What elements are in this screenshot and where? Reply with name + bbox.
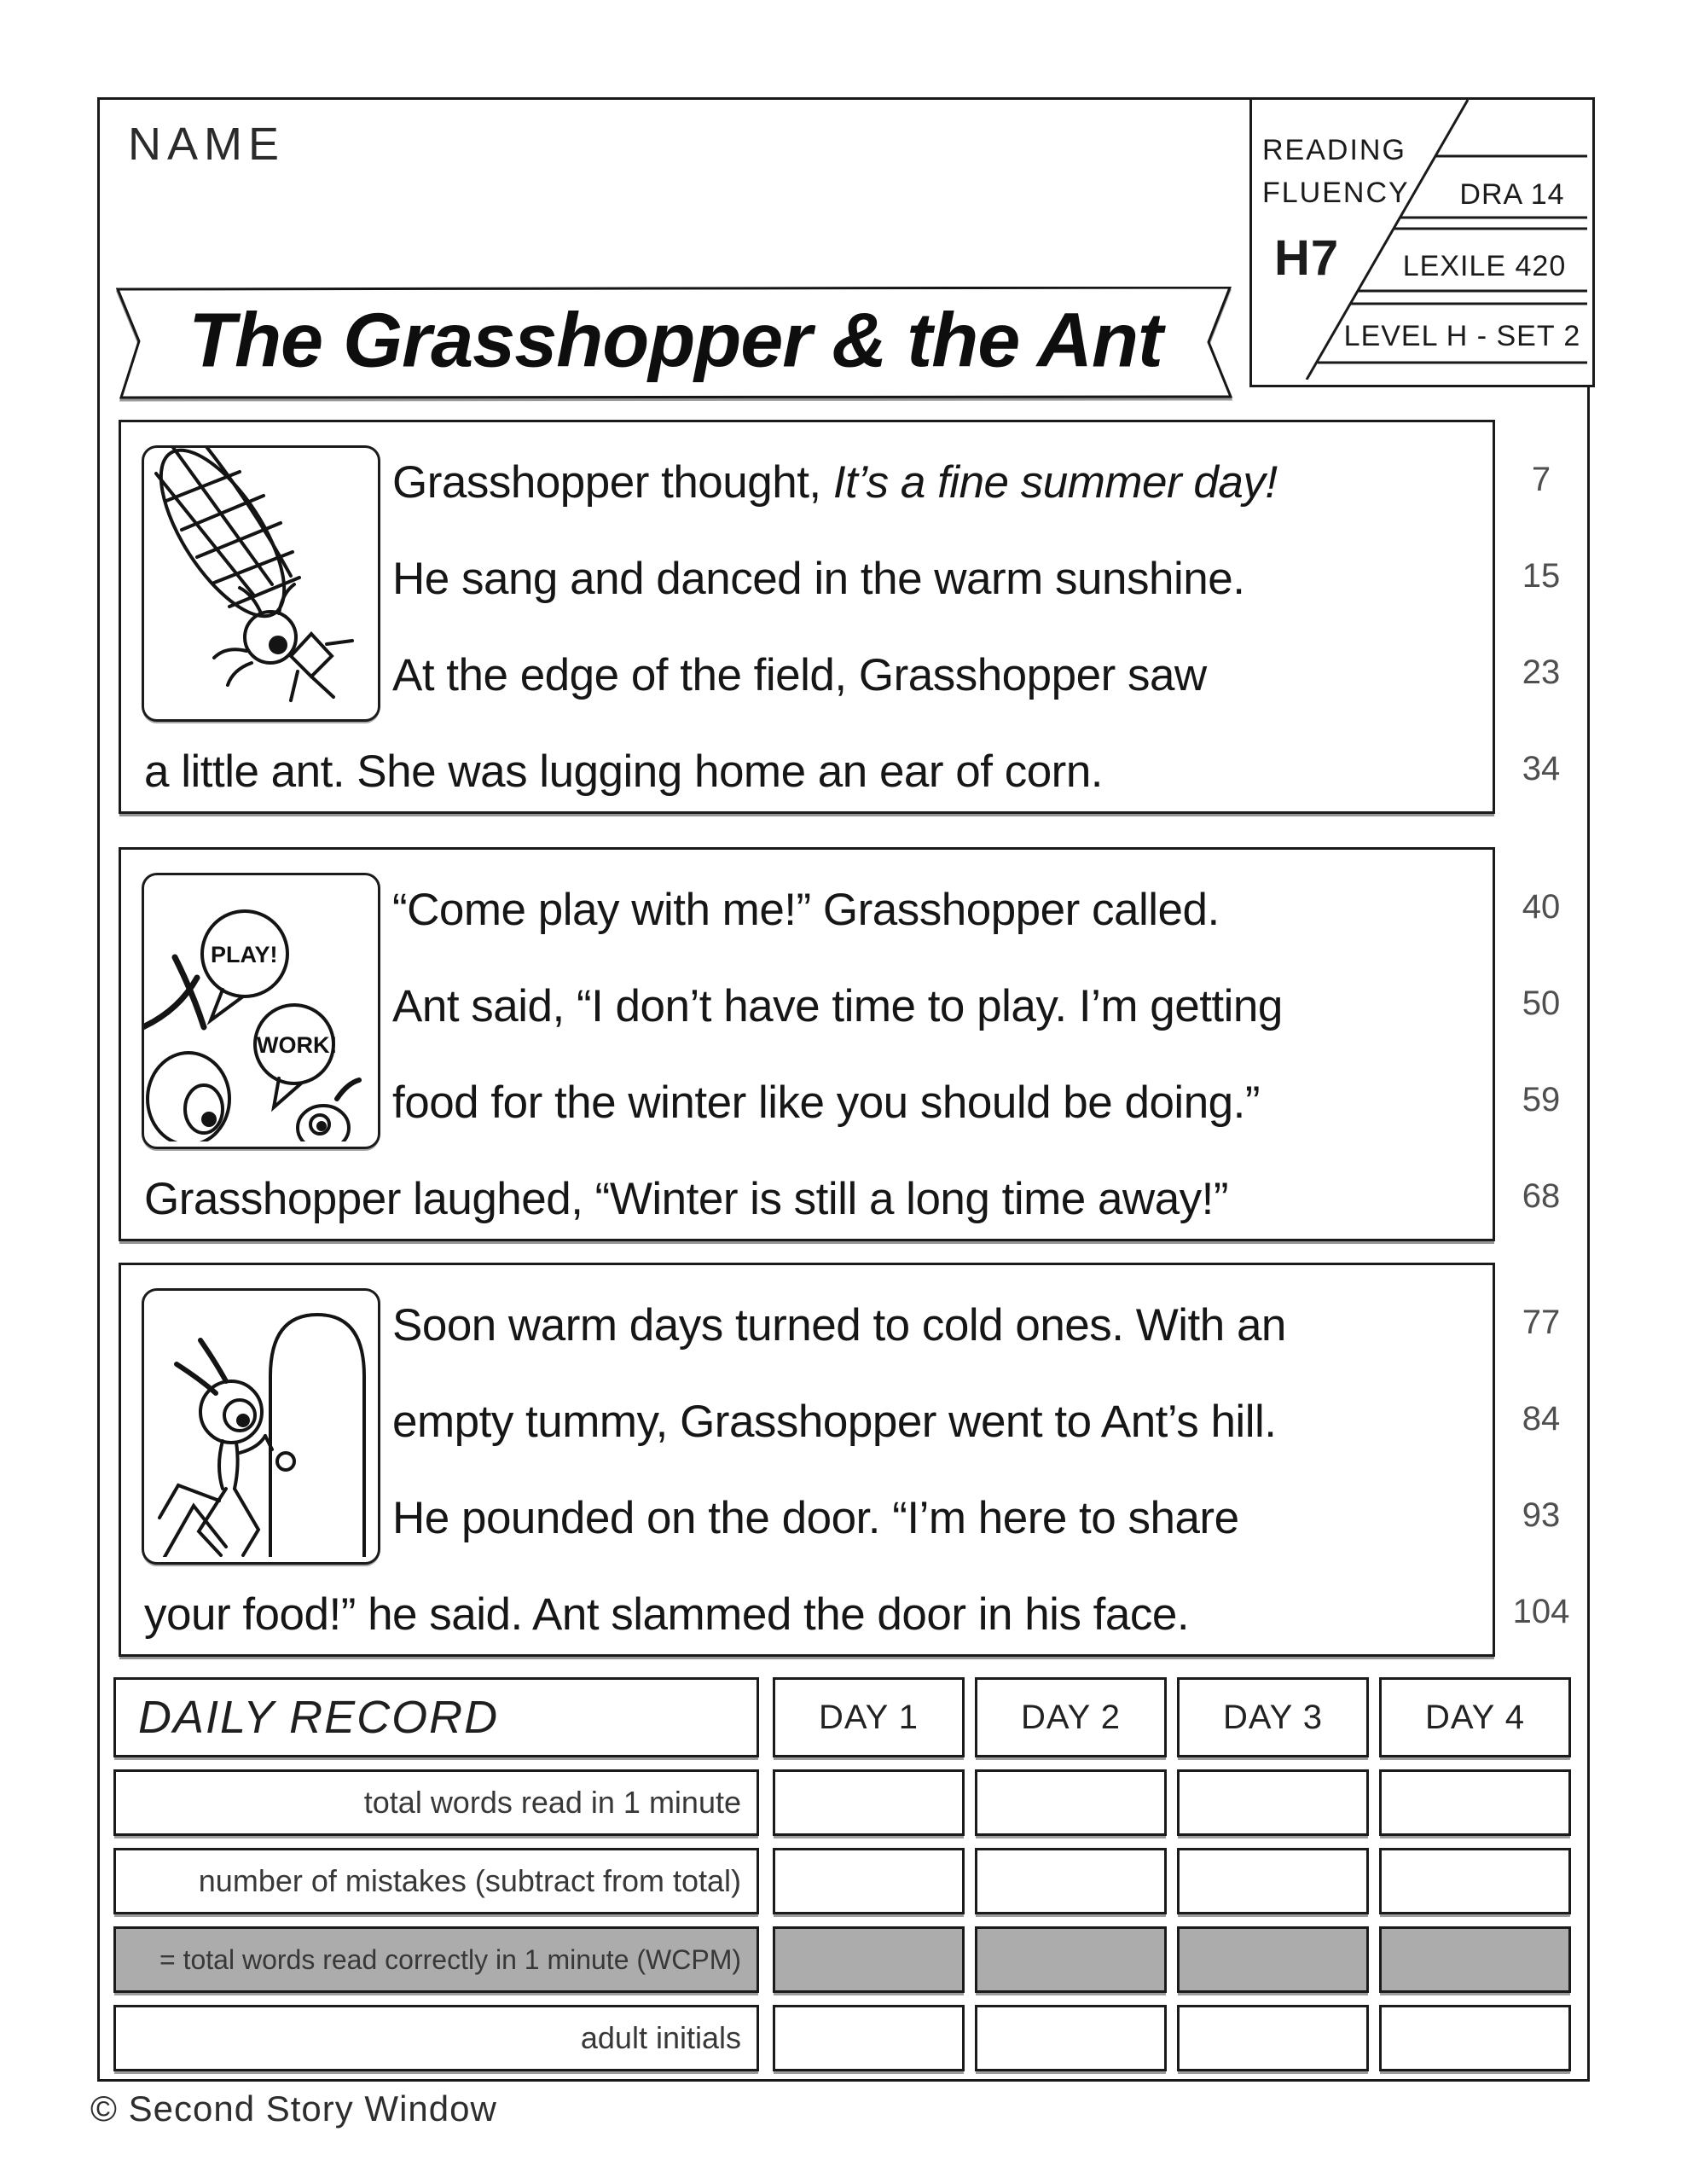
p2-line3: food for the winter like you should be doing.”: [392, 1077, 1261, 1128]
total-words-day2-cell[interactable]: [975, 1769, 1167, 1836]
day-4-header: DAY 4: [1379, 1677, 1571, 1757]
p1-wordcount-4: 34: [1522, 750, 1561, 787]
speech-bubble-work: WORK!: [257, 1032, 338, 1058]
mistakes-day3-cell[interactable]: [1177, 1848, 1369, 1914]
badge-subject-line2: FLUENCY: [1262, 177, 1410, 209]
p1-line4: a little ant. She was lugging home an ear of corn.: [144, 746, 1104, 797]
p1-line1-italic: It’s a fine summer day!: [832, 457, 1278, 508]
p2-wordcount-3: 59: [1522, 1081, 1561, 1118]
p3-wordcount-2: 84: [1522, 1400, 1561, 1438]
wcpm-day3-cell[interactable]: [1177, 1926, 1369, 1993]
daily-record-header: DAILY RECORD: [113, 1677, 759, 1757]
mistakes-day2-cell[interactable]: [975, 1848, 1167, 1914]
p1-wordcount-1: 7: [1531, 461, 1551, 498]
badge-level-code: H7: [1274, 230, 1340, 286]
paragraph-3-box: [119, 1263, 1495, 1657]
paragraph-1-box: [119, 420, 1495, 814]
row-label-wcpm: = total words read correctly in 1 minute (WCPM): [113, 1926, 759, 1993]
day-3-header: DAY 3: [1177, 1677, 1369, 1757]
badge-level-set: LEVEL H - SET 2: [1343, 320, 1581, 352]
day-2-header: DAY 2: [975, 1677, 1167, 1757]
passage-paragraph-1: [119, 420, 1574, 819]
initials-day1-cell[interactable]: [773, 2005, 965, 2071]
name-input-area[interactable]: [273, 111, 1211, 179]
page-title: The Grasshopper & the Ant: [188, 298, 1162, 384]
p2-line2: Ant said, “I don’t have time to play. I’m getting: [392, 981, 1283, 1031]
wcpm-day2-cell[interactable]: [975, 1926, 1167, 1993]
p2-wordcount-2: 50: [1522, 985, 1561, 1022]
row-label-mistakes: number of mistakes (subtract from total): [113, 1848, 759, 1914]
mistakes-day4-cell[interactable]: [1379, 1848, 1571, 1914]
speech-bubble-play: PLAY!: [211, 942, 278, 967]
row-label-adult-initials: adult initials: [113, 2005, 759, 2071]
initials-day2-cell[interactable]: [975, 2005, 1167, 2071]
p3-wordcount-1: 77: [1522, 1304, 1561, 1341]
play-work-bubbles-illustration: [144, 875, 373, 1141]
paragraph-2-image-box: [142, 873, 380, 1149]
total-words-day1-cell[interactable]: [773, 1769, 965, 1836]
p2-wordcount-4: 68: [1522, 1177, 1561, 1215]
p3-line2: empty tummy, Grasshopper went to Ant’s hill.: [392, 1397, 1277, 1447]
row-label-total-words: total words read in 1 minute: [113, 1769, 759, 1836]
total-words-day4-cell[interactable]: [1379, 1769, 1571, 1836]
p1-line2: He sang and danced in the warm sunshine.: [392, 554, 1245, 604]
grasshopper-at-door-illustration: [144, 1291, 373, 1557]
paragraph-1-image-box: [142, 445, 380, 722]
p1-wordcount-2: 15: [1522, 557, 1561, 595]
day-1-header: DAY 1: [773, 1677, 965, 1757]
paragraph-2-box: [119, 847, 1495, 1241]
wcpm-day4-cell[interactable]: [1379, 1926, 1571, 1993]
p1-wordcount-3: 23: [1522, 653, 1561, 691]
p2-line1: “Come play with me!” Grasshopper called.: [392, 885, 1220, 935]
badge-subject-line1: READING: [1262, 134, 1406, 166]
p3-line1: Soon warm days turned to cold ones. With an: [392, 1300, 1286, 1350]
badge-lexile-value: LEXILE 420: [1402, 250, 1567, 282]
p3-wordcount-4: 104: [1512, 1593, 1570, 1630]
p1-line1: [392, 434, 1278, 531]
initials-day3-cell[interactable]: [1177, 2005, 1369, 2071]
initials-day4-cell[interactable]: [1379, 2005, 1571, 2071]
ant-carrying-corn-illustration: [144, 448, 373, 714]
p2-line4: Grasshopper laughed, “Winter is still a long time away!”: [144, 1174, 1229, 1224]
copyright-credit: © Second Story Window: [90, 2088, 497, 2129]
p3-wordcount-3: 93: [1522, 1496, 1561, 1534]
paragraph-3-image-box: [142, 1288, 380, 1565]
badge-dra-value: DRA 14: [1459, 178, 1565, 211]
p3-line3: He pounded on the door. “I’m here to share: [392, 1493, 1239, 1543]
p3-line4: your food!” he said. Ant slammed the door in his face.: [144, 1589, 1190, 1640]
passage-paragraph-3: [119, 1263, 1574, 1662]
total-words-day3-cell[interactable]: [1177, 1769, 1369, 1836]
p2-wordcount-1: 40: [1522, 888, 1561, 926]
mistakes-day1-cell[interactable]: [773, 1848, 965, 1914]
title-ribbon: [116, 287, 1235, 399]
p1-line1-normal: Grasshopper thought,: [392, 457, 833, 508]
wcpm-day1-cell[interactable]: [773, 1926, 965, 1993]
reading-fluency-badge: [1249, 97, 1595, 387]
name-label: NAME: [128, 119, 286, 170]
p1-line3: At the edge of the field, Grasshopper saw: [392, 650, 1207, 700]
passage-paragraph-2: [119, 847, 1574, 1246]
